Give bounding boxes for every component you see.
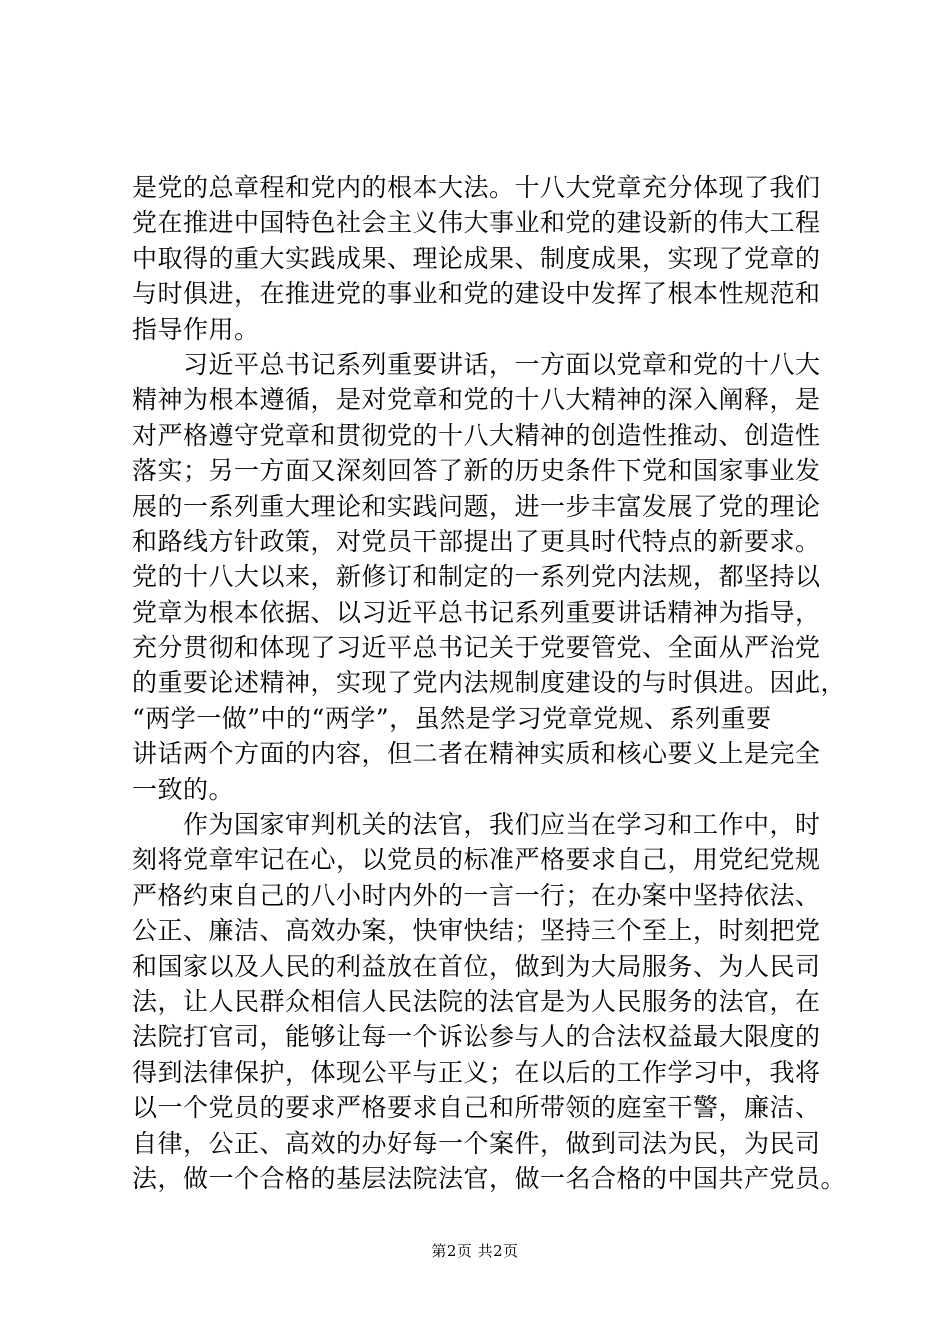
text-line: 自律，公正、高效的办好每一个案件，做到司法为民，为民司	[132, 1128, 821, 1158]
text-line: 对严格遵守党章和贯彻党的十八大精神的创造性推动、创造性	[132, 420, 821, 450]
text-line: 是党的总章程和党内的根本大法。十八大党章充分体现了我们	[132, 173, 821, 202]
text-line: “两学一做”中的“两学”，虽然是学习党章党规、系列重要	[132, 703, 772, 733]
text-line: 党在推进中国特色社会主义伟大事业和党的建设新的伟大工程	[132, 208, 821, 238]
text-line: 以一个党员的要求严格要求自己和所带领的庭室干警，廉洁、	[132, 1093, 821, 1123]
text-line: 得到法律保护，体现公平与正义；在以后的工作学习中，我将	[132, 1057, 821, 1087]
page-footer	[0, 1240, 950, 1261]
text-line: 一致的。	[132, 774, 235, 804]
text-line: 党的十八大以来，新修订和制定的一系列党内法规，都坚持以	[132, 562, 821, 592]
text-line: 公正、廉洁、高效办案，快审快结；坚持三个至上，时刻把党	[132, 916, 821, 946]
body-text	[132, 170, 852, 1196]
text-line: 严格约束自己的八小时内外的一言一行；在办案中坚持依法、	[132, 880, 821, 910]
text-line: 习近平总书记系列重要讲话，一方面以党章和党的十八大	[132, 349, 821, 379]
text-line: 法院打官司，能够让每一个诉讼参与人的合法权益最大限度的	[132, 1022, 821, 1052]
text-line: 精神为根本遵循，是对党章和党的十八大精神的深入阐释，是	[132, 385, 821, 415]
text-line: 充分贯彻和体现了习近平总书记关于党要管党、全面从严治党	[132, 633, 821, 663]
text-line: 与时俱进，在推进党的事业和党的建设中发挥了根本性规范和	[132, 279, 821, 309]
text-line: 刻将党章牢记在心，以党员的标准严格要求自己，用党纪党规	[132, 845, 821, 875]
text-line: 中取得的重大实践成果、理论成果、制度成果，实现了党章的	[132, 243, 821, 273]
text-line: 法，让人民群众相信人民法院的法官是为人民服务的法官，在	[132, 986, 821, 1016]
text-line: 作为国家审判机关的法官，我们应当在学习和工作中，时	[132, 810, 821, 840]
text-line: 展的一系列重大理论和实践问题，进一步丰富发展了党的理论	[132, 491, 821, 521]
text-line: 和国家以及人民的利益放在首位，做到为大局服务、为人民司	[132, 951, 821, 981]
text-line: 党章为根本依据、以习近平总书记系列重要讲话精神为指导，	[132, 597, 821, 627]
text-line: 法，做一个合格的基层法院法官，做一名合格的中国共产党员。	[132, 1163, 847, 1193]
text-line: 的重要论述精神，实现了党内法规制度建设的与时俱进。因此，	[132, 668, 847, 698]
text-line: 指导作用。	[132, 314, 260, 344]
text-line: 和路线方针政策，对党员干部提出了更具时代特点的新要求。	[132, 526, 821, 556]
text-line: 讲话两个方面的内容，但二者在精神实质和核心要义上是完全	[132, 739, 821, 769]
text-line: 落实；另一方面又深刻回答了新的历史条件下党和国家事业发	[132, 456, 821, 486]
page-number-label: 第2页 共2页	[431, 1242, 519, 1260]
